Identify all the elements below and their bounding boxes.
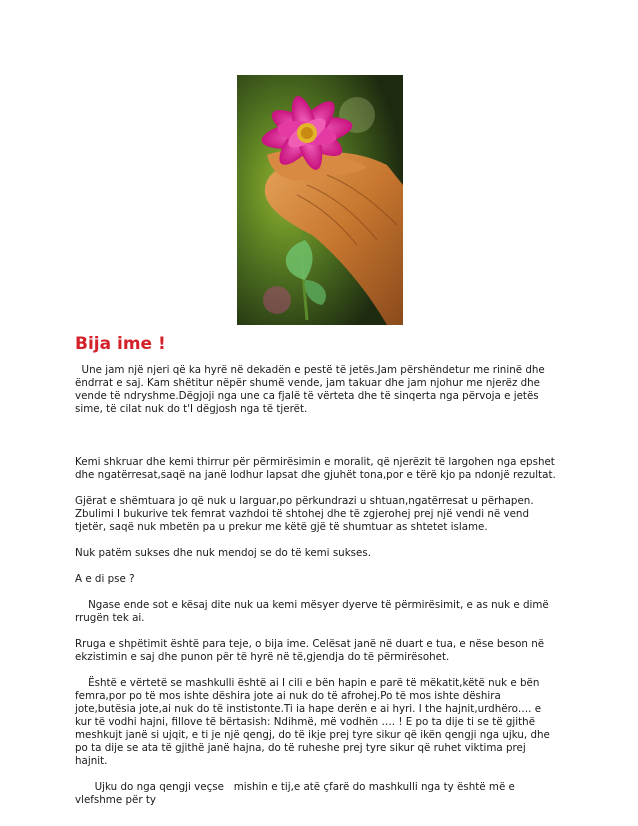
page-title: Bija ime ! bbox=[75, 334, 166, 354]
flower-hands-icon bbox=[237, 75, 403, 325]
article-body bbox=[75, 364, 558, 807]
paragraph: Kemi shkruar dhe kemi thirrur për përmirësimin e moralit, që njerëzit të largohen nga epshet dhe ngatërresat,saqë na janë lodhur lapsat dhe gjuhët tona,por e tërë kjo pa ndonjë rezultat. bbox=[75, 456, 556, 481]
flower-photo bbox=[237, 75, 403, 325]
paragraph: Nuk patëm sukses dhe nuk mendoj se do të kemi sukses. bbox=[75, 547, 372, 559]
paragraph: Une jam një njeri që ka hyrë në dekadën e pestë të jetës.Jam përshëndetur me rininë dhe ëndrrat e saj. Kam shëtitur nëpër shumë vende, jam takuar dhe jam njohur me njerëz dhe vende të ndryshme.Dëgjoji nga une ca fjalë të vërteta dhe të sinqerta nga përvoja e jetës sime, të cilat nuk do t'I dëgjosh nga të tjerët. bbox=[75, 364, 549, 415]
paragraph: Ngase ende sot e kësaj dite nuk ua kemi mësyer dyerve të përmirësimit, e as nuk e dimë rrugën tek ai. bbox=[75, 599, 553, 624]
paragraph: A e di pse ? bbox=[75, 573, 135, 585]
paragraph: Ujku do nga qengji veçse mishin e tij,e atë çfarë do mashkulli nga ty është më e vlefshme për ty bbox=[75, 781, 519, 806]
paragraph: Është e vërtetë se mashkulli është ai I cili e bën hapin e parë të mëkatit,këtë nuk e bën femra,por po të mos ishte dëshira jote ai nuk do të afrohej.Po të mos ishte dëshira jote,butësia jote,ai nuk do të instistonte.Ti ia hape derën e ai hyri. I the hajnit,urdhëro…. e kur të vodhi hajni, fillove të bërtasish: Ndihmë, më vodhën …. ! E po ta dije ti se të gjithë meshkujt janë si ujqit, e ti je një qengj, do të ikje prej tyre sikur që ikën qengji nga ujku, dhe po ta dije se ata të gjithë janë hajna, do të ruheshe prej tyre sikur që ruhet viktima prej hajnit. bbox=[75, 677, 554, 767]
paragraph: Gjërat e shëmtuara jo që nuk u larguar,po përkundrazi u shtuan,ngatërresat u përhapen. Zbulimi I bukurive tek femrat vazhdoi të shtohej dhe të zgjerohej prej një vendi në vend tjetër, saqë nuk mbetën pa u prekur me këtë gjë të shumtuar as shtetet islame. bbox=[75, 495, 534, 533]
paragraph: Rruga e shpëtimit është para teje, o bija ime. Celësat janë në duart e tua, e nëse beson në ekzistimin e saj dhe punon për të hyrë në të,gjendja do të përmirësohet. bbox=[75, 638, 545, 663]
